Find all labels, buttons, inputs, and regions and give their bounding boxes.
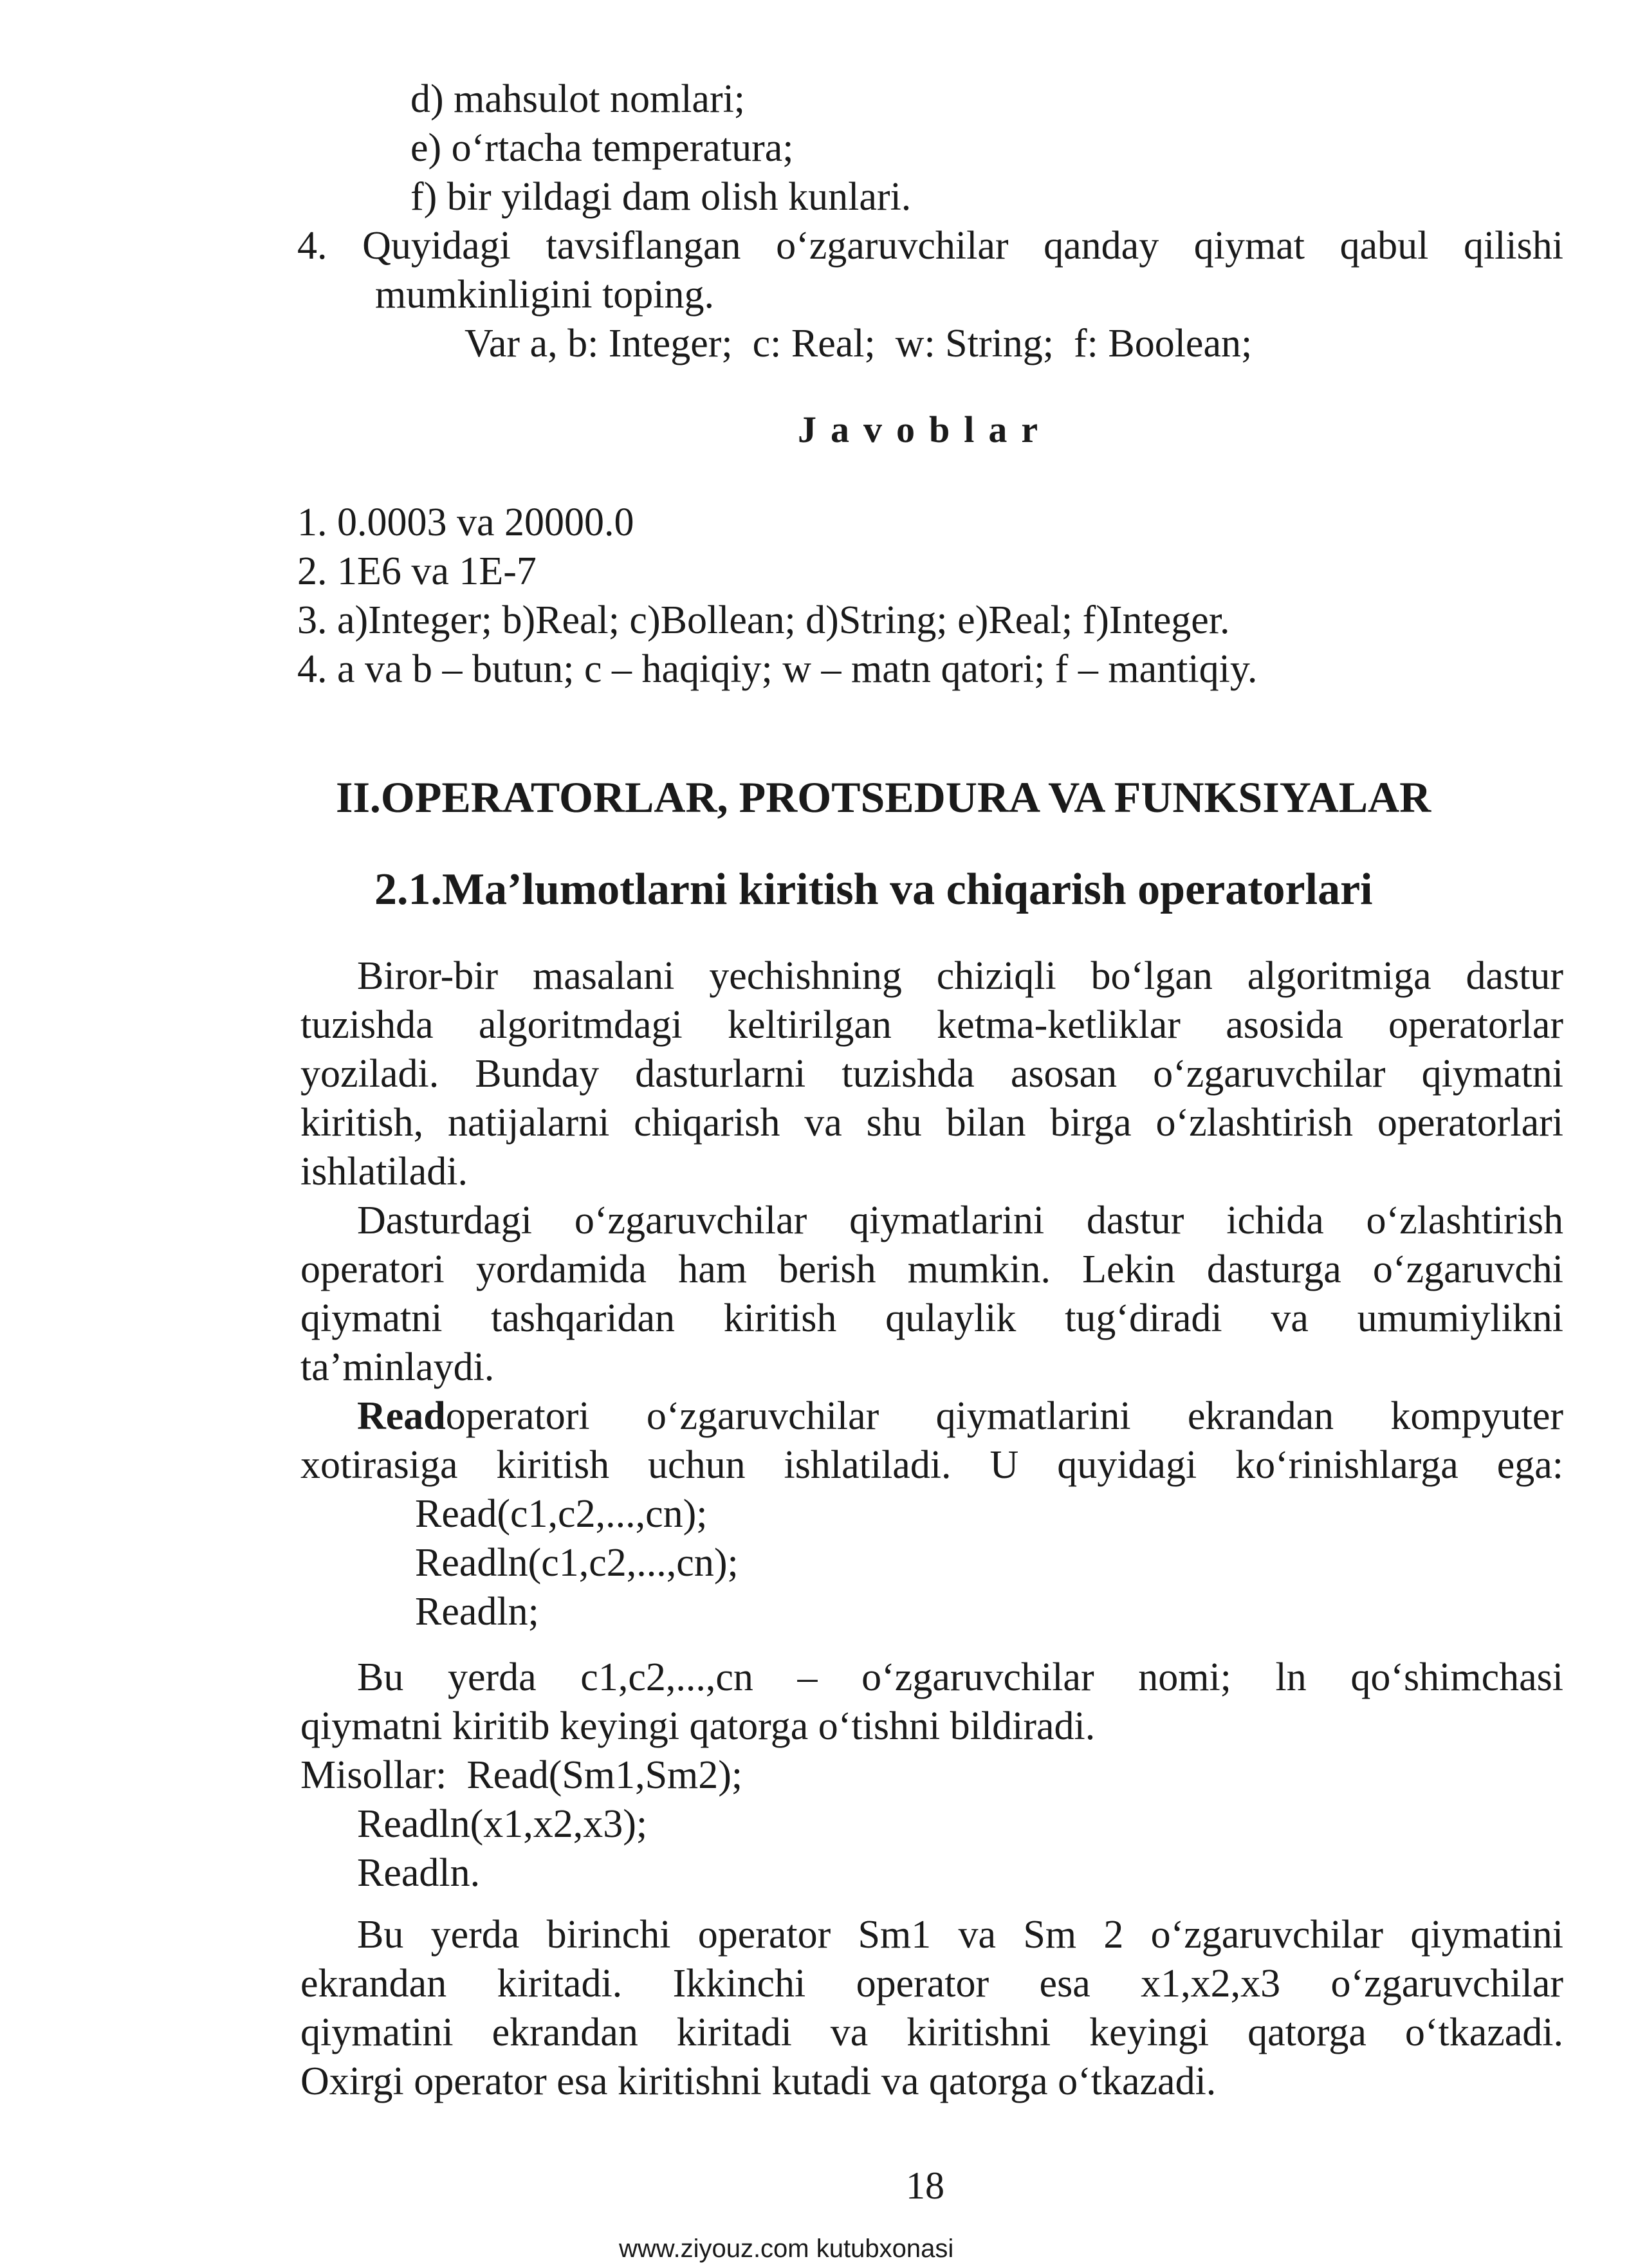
paragraph-2-line-4: ta’minlaydi. (300, 1345, 495, 1389)
answer-3: 3. a)Integer; b)Real; c)Bollean; d)String; e)Real; f)Integer. (297, 598, 1230, 642)
paragraph-1-line-1: Biror-bir masalani yechishning chiziqli bo‘lgan algoritmiga dastur (357, 954, 1563, 998)
chapter-title: II.OPERATORLAR, PROTSEDURA VA FUNKSIYALAR (336, 773, 1431, 822)
answer-4: 4. a va b – butun; c – haqiqiy; w – matn qatori; f – mantiqiy. (297, 647, 1258, 691)
list-item-e: e) o‘rtacha temperatura; (410, 126, 794, 170)
paragraph-5-line-2: ekrandan kiritadi. Ikkinchi operator esa x1,x2,x3 o‘zgaruvchilar (300, 1962, 1563, 2005)
question-4-line-1: 4. Quyidagi tavsiflangan o‘zgaruvchilar qanday qiymat qabul qilishi (297, 224, 1563, 268)
code-form-readln-args: Readln(c1,c2,...,cn); (415, 1541, 739, 1585)
paragraph-2-line-1: Dasturdagi o‘zgaruvchilar qiymatlarini dastur ichida o‘zlashtirish (357, 1199, 1563, 1242)
paragraph-1-line-4: kiritish, natijalarni chiqarish va shu bilan birga o‘zlashtirish operatorlari (300, 1101, 1563, 1145)
list-item-f: f) bir yildagi dam olish kunlari. (410, 175, 912, 219)
paragraph-2-line-3: qiymatni tashqaridan kiritish qulaylik tug‘diradi va umumiylikni (300, 1296, 1563, 1340)
paragraph-2-line-2: operatori yordamida ham berish mumkin. Lekin dasturga o‘zgaruvchi (300, 1248, 1563, 1291)
examples-line-1: Misollar: Read(Sm1,Sm2); (300, 1753, 743, 1797)
paragraph-4-line-2: qiymatni kiritib keyingi qatorga o‘tishni bildiradi. (300, 1704, 1096, 1748)
examples-line-3: Readln. (357, 1851, 481, 1895)
paragraph-5-line-3: qiymatini ekrandan kiritadi va kiritishni keyingi qatorga o‘tkazadi. (300, 2011, 1563, 2054)
paragraph-1-line-3: yoziladi. Bunday dasturlarni tuzishda asosan o‘zgaruvchilar qiymatni (300, 1052, 1563, 1096)
answers-heading: Javoblar (798, 409, 1053, 450)
question-4-code: Var a, b: Integer; c: Real; w: String; f: Boolean; (465, 322, 1253, 365)
paragraph-1-line-5: ishlatiladi. (300, 1150, 468, 1194)
question-4-line-2: mumkinligini toping. (375, 273, 715, 317)
code-form-readln: Readln; (415, 1590, 539, 1634)
examples-line-2: Readln(x1,x2,x3); (357, 1802, 648, 1846)
paragraph-3-line-1 (357, 1392, 1563, 1441)
paragraph-1-line-2: tuzishda algoritmdagi keltirilgan ketma-ketliklar asosida operatorlar (300, 1003, 1563, 1047)
answer-1: 1. 0.0003 va 20000.0 (297, 501, 634, 544)
read-keyword: Read (357, 1394, 446, 1438)
paragraph-4-line-1: Bu yerda c1,c2,...,cn – o‘zgaruvchilar nomi; ln qo‘shimchasi (357, 1655, 1563, 1699)
section-title: 2.1.Ma’lumotlarni kiritish va chiqarish operatorlari (374, 865, 1373, 914)
answer-2: 2. 1E6 va 1E-7 (297, 549, 537, 593)
paragraph-5-line-4: Oxirgi operator esa kiritishni kutadi va qatorga o‘tkazadi. (300, 2060, 1217, 2103)
footer-watermark: www.ziyouz.com kutubxonasi (619, 2235, 954, 2263)
paragraph-3-line-2: xotirasiga kiritish uchun ishlatiladi. U quyidagi ko‘rinishlarga ega: (300, 1443, 1563, 1487)
page-number: 18 (906, 2164, 944, 2207)
paragraph-5-line-1: Bu yerda birinchi operator Sm1 va Sm 2 o‘zgaruvchilar qiymatini (357, 1913, 1563, 1957)
code-form-read: Read(c1,c2,...,cn); (415, 1492, 708, 1536)
paragraph-3-line-1-rest: operatori o‘zgaruvchilar qiymatlarini ekrandan kompyuter (445, 1394, 1563, 1438)
list-item-d: d) mahsulot nomlari; (410, 77, 746, 121)
